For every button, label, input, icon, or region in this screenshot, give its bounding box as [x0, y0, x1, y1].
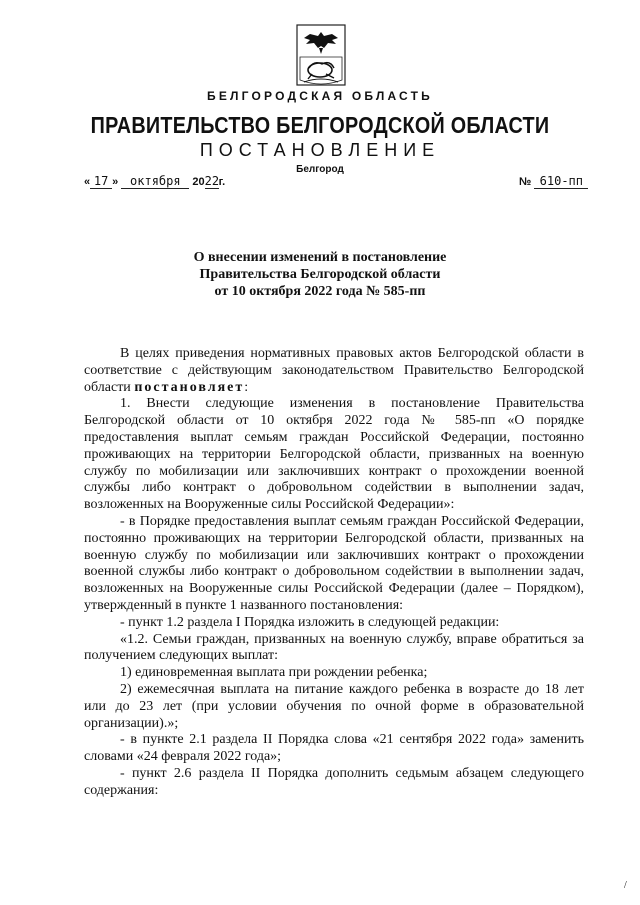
document-body: [84, 346, 584, 800]
document-type: ПОСТАНОВЛЕНИЕ: [199, 140, 441, 160]
paragraph-payment-1: 1) единовременная выплата при рождении ребенка;: [120, 665, 428, 681]
paragraph-new-text-1-2: «1.2. Семьи граждан, призванных на военную службу, вправе обратиться за получением следующих выплат:: [84, 631, 584, 664]
coat-of-arms-emblem: [296, 24, 346, 86]
intro-end: :: [244, 379, 249, 395]
intro-paragraph: [84, 346, 584, 396]
document-title: [0, 249, 640, 300]
page-edge-mark: /: [624, 880, 627, 891]
number-value: 610-пп: [534, 174, 588, 189]
date-day: 17: [90, 174, 112, 189]
intro-keyword: постановляет: [134, 379, 245, 395]
date-year: 22: [204, 174, 220, 188]
paragraph-point-1-2: - пункт 1.2 раздела I Порядка изложить в следующей редакции:: [120, 614, 500, 630]
title-line: от 10 октября 2022 года № 585-пп: [214, 284, 426, 299]
number-prefix: №: [519, 176, 532, 188]
date-open-quote: «: [84, 176, 91, 188]
title-line: Правительства Белгородской области: [199, 267, 441, 282]
paragraph-order-changes: - в Порядке предоставления выплат семьям граждан Российской Федерации, постоянно проживающих на территории Белгородской области, призванных на военную службу по мобилизации или заключивших контракт о прохождении военной службы либо контракт о добровольном содействии в выполнении задач, возложенных на Вооруженные силы Российской Федерации (далее – Порядком), утвержденный в пункте 1 названного постановления:: [84, 513, 584, 613]
city-name: Белгород: [296, 164, 344, 175]
date-close-quote: »: [112, 176, 119, 188]
intro-text: В целях приведения нормативных правовых актов Белгородской области в соответствие с действующим законодательством Правительство Белгородской области: [84, 346, 584, 395]
document-date: [84, 174, 225, 189]
region-name: БЕЛГОРОДСКАЯ ОБЛАСТЬ: [207, 89, 433, 103]
paragraph-item-1: 1. Внести следующие изменения в постановление Правительства Белгородской области от 10 октября 2022 года № 585-пп «О порядке предоставления выплат семьям граждан Российской Федерации, постоянно проживающих на территории Белгородской области, призванных на военную службу по мобилизации или заключивших контракт о прохождении военной службы либо контракт о добровольном содействии в выполнении задач, возложенных на Вооруженные силы Российской Федерации»:: [84, 396, 584, 513]
date-month: октября: [121, 174, 189, 189]
date-year-suffix: г.: [218, 176, 226, 188]
government-name: ПРАВИТЕЛЬСТВО БЕЛГОРОДСКОЙ ОБЛАСТИ: [90, 112, 550, 138]
document-number: [519, 174, 588, 189]
paragraph-point-2-6: - пункт 2.6 раздела II Порядка дополнить седьмым абзацем следующего содержания:: [84, 765, 584, 798]
paragraph-point-2-1: - в пункте 2.1 раздела II Порядка слова «21 сентября 2022 года» заменить словами «24 февраля 2022 года»;: [84, 732, 584, 765]
paragraph-payment-2: 2) ежемесячная выплата на питание каждого ребенка в возрасте до 18 лет или до 23 лет (при условии обучения по очной форме в образовательной организации).»;: [84, 681, 584, 731]
title-line: О внесении изменений в постановление: [193, 250, 447, 265]
date-century: 20: [192, 176, 205, 188]
